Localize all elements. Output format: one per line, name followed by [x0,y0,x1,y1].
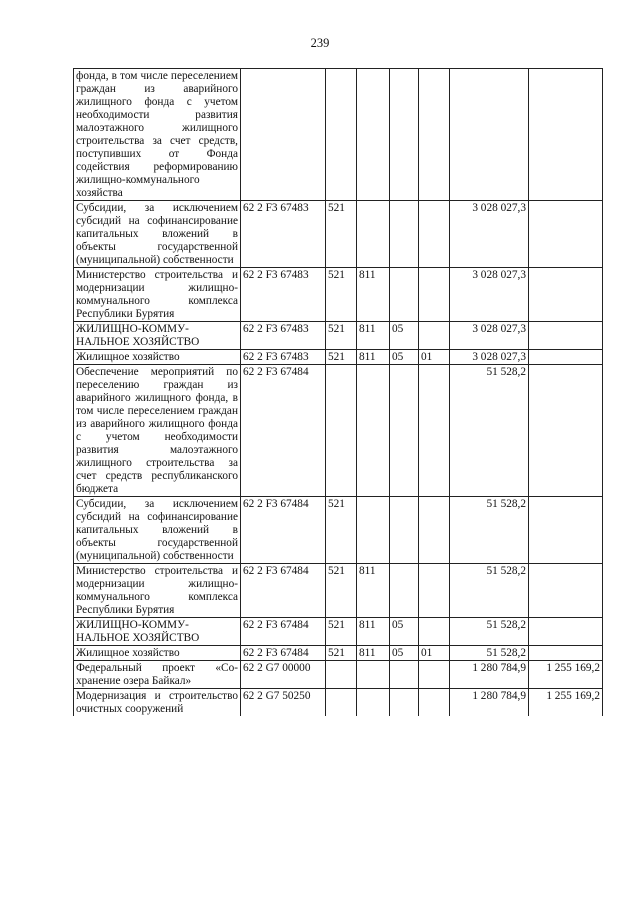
row-amount-1: 51 528,2 [450,497,529,564]
row-expense-type: 811 [357,268,390,322]
row-amount-1: 3 028 027,3 [450,268,529,322]
row-amount-1: 1 280 784,9 [450,661,529,689]
table-row [74,646,603,661]
row-name: Жилищное хозяйство [74,646,241,661]
row-ministry: 521 [326,268,357,322]
table-row [74,268,603,322]
row-code: 62 2 F3 67483 [241,322,326,350]
row-subsection [419,661,450,689]
row-expense-type: 811 [357,350,390,365]
row-ministry [326,689,357,717]
row-amount-2 [529,350,603,365]
row-name: Министерство строительства и модернизации жилищно-коммунального комплекса Республики Бурятия [74,268,241,322]
row-ministry [326,661,357,689]
row-expense-type [357,201,390,268]
row-section: 05 [390,322,419,350]
row-subsection [419,497,450,564]
row-code: 62 2 F3 67483 [241,268,326,322]
row-expense-type [357,365,390,497]
row-code [241,69,326,201]
row-amount-1: 1 280 784,9 [450,689,529,717]
row-name: Модернизация и строительство очистных сооружений [74,689,241,717]
table-row [74,661,603,689]
row-subsection [419,201,450,268]
row-ministry [326,69,357,201]
row-amount-2 [529,564,603,618]
row-code: 62 2 F3 67483 [241,201,326,268]
row-subsection [419,365,450,497]
row-section [390,689,419,717]
row-amount-1: 51 528,2 [450,618,529,646]
table-row [74,350,603,365]
row-subsection [419,268,450,322]
row-code: 62 2 F3 67484 [241,564,326,618]
table-row [74,322,603,350]
row-subsection [419,564,450,618]
table-row [74,564,603,618]
row-ministry: 521 [326,201,357,268]
row-code: 62 2 F3 67484 [241,646,326,661]
row-expense-type: 811 [357,618,390,646]
row-expense-type [357,497,390,564]
row-amount-2: 1 255 169,2 [529,689,603,717]
table-row [74,689,603,717]
row-code: 62 2 F3 67484 [241,497,326,564]
row-ministry: 521 [326,350,357,365]
row-code: 62 2 F3 67483 [241,350,326,365]
row-expense-type [357,69,390,201]
row-section: 05 [390,618,419,646]
row-ministry: 521 [326,497,357,564]
table-row [74,365,603,497]
row-code: 62 2 F3 67484 [241,618,326,646]
row-expense-type: 811 [357,564,390,618]
row-expense-type: 811 [357,646,390,661]
row-name: Жилищное хозяйство [74,350,241,365]
row-amount-2 [529,365,603,497]
row-amount-1: 3 028 027,3 [450,322,529,350]
row-ministry: 521 [326,322,357,350]
row-section: 05 [390,646,419,661]
row-expense-type: 811 [357,322,390,350]
row-amount-2 [529,322,603,350]
table-row [74,201,603,268]
row-code: 62 2 G7 00000 [241,661,326,689]
row-subsection: 01 [419,646,450,661]
row-subsection [419,322,450,350]
row-section [390,69,419,201]
row-amount-1: 51 528,2 [450,365,529,497]
row-amount-2 [529,201,603,268]
row-ministry [326,365,357,497]
row-name: фонда, в том числе переселением граждан из аварийного жилищного фонда с учетом необходимости развития малоэтажного жилищного строительства за счет средств, поступивших от Фонда содействия реформированию жилищно-коммунального хозяйства [74,69,241,201]
row-section [390,564,419,618]
table-row [74,69,603,201]
row-ministry: 521 [326,618,357,646]
row-amount-2 [529,69,603,201]
row-code: 62 2 F3 67484 [241,365,326,497]
row-amount-2 [529,268,603,322]
row-section [390,268,419,322]
row-amount-2 [529,618,603,646]
page-number: 239 [310,36,330,50]
row-section [390,365,419,497]
row-amount-2: 1 255 169,2 [529,661,603,689]
table-row [74,618,603,646]
row-ministry: 521 [326,646,357,661]
row-amount-1: 51 528,2 [450,564,529,618]
row-amount-2 [529,646,603,661]
row-code: 62 2 G7 50250 [241,689,326,717]
row-expense-type [357,661,390,689]
row-amount-1: 3 028 027,3 [450,201,529,268]
row-section: 05 [390,350,419,365]
row-amount-1: 3 028 027,3 [450,350,529,365]
row-name: Субсидии, за исключением субсидий на софинансирование капитальных вложений в объекты государственной (муниципальной) собственности [74,201,241,268]
row-amount-2 [529,497,603,564]
row-subsection [419,689,450,717]
row-name: ЖИЛИЩНО-КОММУНАЛЬНОЕ ХОЗЯЙСТВО [74,618,241,646]
row-name: Обеспечение мероприятий по переселению граждан из аварийного жилищного фонда, в том числе переселением граждан из аварийного жилищного фонда с учетом необходимости развития малоэтажного жилищного строительства за счет средств республиканского бюджета [74,365,241,497]
row-name: Министерство строительства и модернизации жилищно-коммунального комплекса Республики Бурятия [74,564,241,618]
row-amount-1: 51 528,2 [450,646,529,661]
row-subsection [419,618,450,646]
budget-table [73,68,603,716]
table-row [74,497,603,564]
row-section [390,497,419,564]
row-name: Федеральный проект «Сохранение озера Байкал» [74,661,241,689]
row-section [390,201,419,268]
row-subsection [419,69,450,201]
row-name: Субсидии, за исключением субсидий на софинансирование капитальных вложений в объекты государственной (муниципальной) собственности [74,497,241,564]
row-name: ЖИЛИЩНО-КОММУНАЛЬНОЕ ХОЗЯЙСТВО [74,322,241,350]
row-expense-type [357,689,390,717]
row-section [390,661,419,689]
row-amount-1 [450,69,529,201]
row-subsection: 01 [419,350,450,365]
row-ministry: 521 [326,564,357,618]
